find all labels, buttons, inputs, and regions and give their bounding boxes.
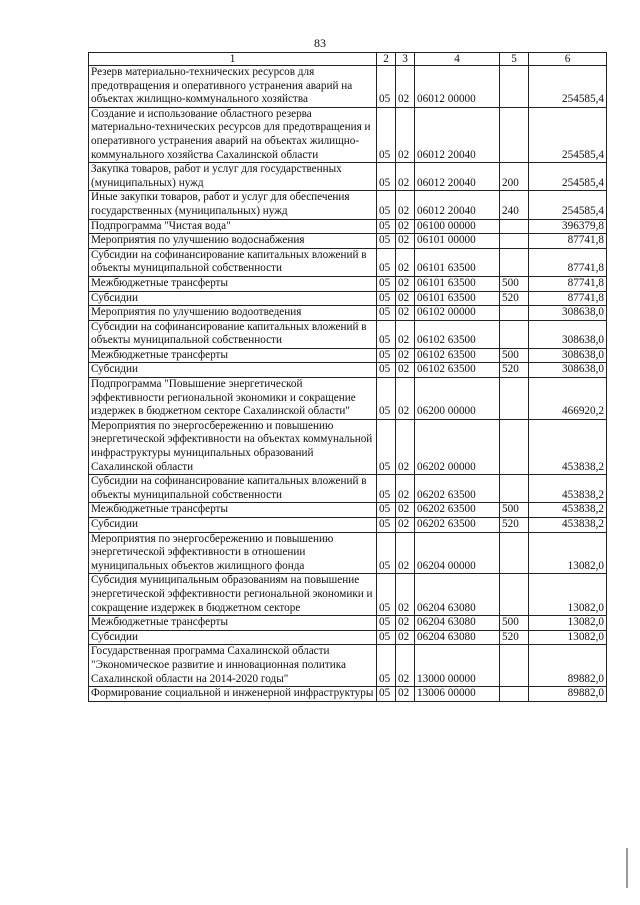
row-name: Резерв материально-технических ресурсов для предотвращения и оперативного устранения аварий на объектах жилищно-коммунального хозяйства bbox=[89, 66, 377, 108]
row-target-code: 06202 00000 bbox=[415, 419, 500, 474]
table-row bbox=[89, 191, 607, 219]
row-subsection: 02 bbox=[396, 475, 415, 503]
row-section: 05 bbox=[377, 687, 396, 702]
header-amount: 6 bbox=[529, 53, 607, 66]
row-amount: 308638,0 bbox=[529, 348, 607, 363]
row-section: 05 bbox=[377, 291, 396, 306]
row-subsection: 02 bbox=[396, 630, 415, 645]
row-section: 05 bbox=[377, 363, 396, 378]
row-expense-type bbox=[500, 306, 529, 321]
row-subsection: 02 bbox=[396, 363, 415, 378]
row-amount: 396379,8 bbox=[529, 219, 607, 234]
row-target-code: 06101 00000 bbox=[415, 234, 500, 249]
row-expense-type bbox=[500, 574, 529, 616]
row-target-code: 06100 00000 bbox=[415, 219, 500, 234]
row-expense-type: 520 bbox=[500, 518, 529, 533]
row-expense-type bbox=[500, 419, 529, 474]
row-section: 05 bbox=[377, 306, 396, 321]
row-section: 05 bbox=[377, 503, 396, 518]
row-name: Создание и использование областного резерва материально-технических ресурсов для предотвращения и оперативного устранения аварий на объектах жилищно-коммунального хозяйства Сахалинской области bbox=[89, 107, 377, 162]
row-target-code: 06102 63500 bbox=[415, 348, 500, 363]
row-expense-type bbox=[500, 378, 529, 420]
budget-table bbox=[88, 52, 607, 702]
row-subsection: 02 bbox=[396, 320, 415, 348]
page-number: 83 bbox=[314, 36, 326, 50]
row-subsection: 02 bbox=[396, 219, 415, 234]
row-name: Субсидии bbox=[89, 630, 377, 645]
row-expense-type: 500 bbox=[500, 503, 529, 518]
row-amount: 453838,2 bbox=[529, 518, 607, 533]
table-row bbox=[89, 219, 607, 234]
row-expense-type bbox=[500, 248, 529, 276]
table-row bbox=[89, 248, 607, 276]
row-expense-type bbox=[500, 66, 529, 108]
row-name: Иные закупки товаров, работ и услуг для обеспечения государственных (муниципальных) нужд bbox=[89, 191, 377, 219]
row-amount: 254585,4 bbox=[529, 191, 607, 219]
row-amount: 254585,4 bbox=[529, 107, 607, 162]
row-section: 05 bbox=[377, 191, 396, 219]
row-name: Субсидия муниципальным образованиям на повышение энергетической эффективности региональной экономики и сокращение издержек в бюджетном секторе bbox=[89, 574, 377, 616]
row-amount: 254585,4 bbox=[529, 66, 607, 108]
row-subsection: 02 bbox=[396, 191, 415, 219]
table-row bbox=[89, 66, 607, 108]
row-name: Мероприятия по улучшению водоснабжения bbox=[89, 234, 377, 249]
table-row bbox=[89, 645, 607, 687]
row-section: 05 bbox=[377, 574, 396, 616]
row-target-code: 06204 63080 bbox=[415, 630, 500, 645]
row-target-code: 13000 00000 bbox=[415, 645, 500, 687]
table-row bbox=[89, 276, 607, 291]
row-amount: 13082,0 bbox=[529, 574, 607, 616]
row-amount: 87741,8 bbox=[529, 276, 607, 291]
row-amount: 466920,2 bbox=[529, 378, 607, 420]
row-section: 05 bbox=[377, 532, 396, 574]
table-row bbox=[89, 532, 607, 574]
row-section: 05 bbox=[377, 248, 396, 276]
row-name: Межбюджетные трансферты bbox=[89, 348, 377, 363]
row-amount: 453838,2 bbox=[529, 503, 607, 518]
table-row bbox=[89, 348, 607, 363]
row-amount: 89882,0 bbox=[529, 687, 607, 702]
table-row bbox=[89, 378, 607, 420]
row-amount: 89882,0 bbox=[529, 645, 607, 687]
row-subsection: 02 bbox=[396, 163, 415, 191]
row-expense-type bbox=[500, 219, 529, 234]
row-subsection: 02 bbox=[396, 66, 415, 108]
row-expense-type: 520 bbox=[500, 630, 529, 645]
row-name: Мероприятия по энергосбережению и повышению энергетической эффективности на объектах коммунальной инфраструктуры муниципальных образований Сахалинской области bbox=[89, 419, 377, 474]
row-amount: 308638,0 bbox=[529, 320, 607, 348]
row-target-code: 06012 00000 bbox=[415, 66, 500, 108]
row-section: 05 bbox=[377, 378, 396, 420]
row-section: 05 bbox=[377, 518, 396, 533]
table-row bbox=[89, 163, 607, 191]
row-name: Подпрограмма "Повышение энергетической эффективности региональной экономики и сокращение издержек в бюджетном секторе Сахалинской области" bbox=[89, 378, 377, 420]
scan-edge-mark bbox=[626, 848, 628, 888]
row-section: 05 bbox=[377, 616, 396, 631]
row-subsection: 02 bbox=[396, 419, 415, 474]
row-subsection: 02 bbox=[396, 532, 415, 574]
row-section: 05 bbox=[377, 276, 396, 291]
table-row bbox=[89, 616, 607, 631]
row-name: Закупка товаров, работ и услуг для государственных (муниципальных) нужд bbox=[89, 163, 377, 191]
row-subsection: 02 bbox=[396, 574, 415, 616]
table-row bbox=[89, 687, 607, 702]
row-expense-type bbox=[500, 475, 529, 503]
row-section: 05 bbox=[377, 645, 396, 687]
table-header-row bbox=[89, 53, 607, 66]
row-subsection: 02 bbox=[396, 687, 415, 702]
table-row bbox=[89, 107, 607, 162]
row-name: Субсидии на софинансирование капитальных вложений в объекты муниципальной собственности bbox=[89, 475, 377, 503]
row-subsection: 02 bbox=[396, 503, 415, 518]
row-expense-type: 200 bbox=[500, 163, 529, 191]
row-amount: 453838,2 bbox=[529, 419, 607, 474]
row-expense-type bbox=[500, 532, 529, 574]
row-expense-type bbox=[500, 687, 529, 702]
header-section: 2 bbox=[377, 53, 396, 66]
row-expense-type: 500 bbox=[500, 348, 529, 363]
row-name: Межбюджетные трансферты bbox=[89, 276, 377, 291]
table-row bbox=[89, 574, 607, 616]
row-name: Субсидии bbox=[89, 291, 377, 306]
row-target-code: 13006 00000 bbox=[415, 687, 500, 702]
row-expense-type bbox=[500, 107, 529, 162]
row-amount: 308638,0 bbox=[529, 363, 607, 378]
row-expense-type: 520 bbox=[500, 363, 529, 378]
row-target-code: 06102 63500 bbox=[415, 320, 500, 348]
row-subsection: 02 bbox=[396, 348, 415, 363]
row-target-code: 06202 63500 bbox=[415, 503, 500, 518]
header-expense-type: 5 bbox=[500, 53, 529, 66]
row-target-code: 06012 20040 bbox=[415, 163, 500, 191]
row-name: Государственная программа Сахалинской области "Экономическое развитие и инновационная политика Сахалинской области на 2014-2020 годы" bbox=[89, 645, 377, 687]
row-subsection: 02 bbox=[396, 645, 415, 687]
table-row bbox=[89, 419, 607, 474]
row-section: 05 bbox=[377, 219, 396, 234]
row-section: 05 bbox=[377, 107, 396, 162]
row-expense-type: 500 bbox=[500, 276, 529, 291]
row-expense-type: 240 bbox=[500, 191, 529, 219]
header-name: 1 bbox=[89, 53, 377, 66]
row-subsection: 02 bbox=[396, 276, 415, 291]
row-target-code: 06204 00000 bbox=[415, 532, 500, 574]
row-target-code: 06101 63500 bbox=[415, 276, 500, 291]
row-subsection: 02 bbox=[396, 291, 415, 306]
row-amount: 13082,0 bbox=[529, 532, 607, 574]
header-subsection: 3 bbox=[396, 53, 415, 66]
row-subsection: 02 bbox=[396, 378, 415, 420]
row-section: 05 bbox=[377, 320, 396, 348]
row-name: Субсидии bbox=[89, 363, 377, 378]
table-row bbox=[89, 630, 607, 645]
row-target-code: 06102 63500 bbox=[415, 363, 500, 378]
row-amount: 87741,8 bbox=[529, 248, 607, 276]
row-amount: 87741,8 bbox=[529, 291, 607, 306]
row-target-code: 06202 63500 bbox=[415, 518, 500, 533]
row-target-code: 06101 63500 bbox=[415, 291, 500, 306]
table-row bbox=[89, 306, 607, 321]
row-name: Мероприятия по улучшению водоотведения bbox=[89, 306, 377, 321]
row-section: 05 bbox=[377, 419, 396, 474]
row-name: Межбюджетные трансферты bbox=[89, 616, 377, 631]
row-expense-type bbox=[500, 645, 529, 687]
row-amount: 308638,0 bbox=[529, 306, 607, 321]
row-name: Мероприятия по энергосбережению и повышению энергетической эффективности в отношении муниципальных объектов жилищного фонда bbox=[89, 532, 377, 574]
row-amount: 87741,8 bbox=[529, 234, 607, 249]
row-name: Субсидии на софинансирование капитальных вложений в объекты муниципальной собственности bbox=[89, 248, 377, 276]
row-section: 05 bbox=[377, 475, 396, 503]
row-name: Подпрограмма "Чистая вода" bbox=[89, 219, 377, 234]
row-name: Субсидии bbox=[89, 518, 377, 533]
row-target-code: 06012 20040 bbox=[415, 191, 500, 219]
row-name: Формирование социальной и инженерной инфраструктуры bbox=[89, 687, 377, 702]
row-amount: 13082,0 bbox=[529, 616, 607, 631]
table-row bbox=[89, 503, 607, 518]
row-expense-type bbox=[500, 320, 529, 348]
table-row bbox=[89, 291, 607, 306]
row-name: Межбюджетные трансферты bbox=[89, 503, 377, 518]
table-row bbox=[89, 363, 607, 378]
header-target-code: 4 bbox=[415, 53, 500, 66]
row-amount: 453838,2 bbox=[529, 475, 607, 503]
row-section: 05 bbox=[377, 348, 396, 363]
row-subsection: 02 bbox=[396, 306, 415, 321]
row-target-code: 06204 63080 bbox=[415, 616, 500, 631]
row-subsection: 02 bbox=[396, 107, 415, 162]
row-target-code: 06102 00000 bbox=[415, 306, 500, 321]
row-target-code: 06202 63500 bbox=[415, 475, 500, 503]
row-target-code: 06204 63080 bbox=[415, 574, 500, 616]
row-expense-type bbox=[500, 234, 529, 249]
row-subsection: 02 bbox=[396, 616, 415, 631]
row-section: 05 bbox=[377, 234, 396, 249]
row-subsection: 02 bbox=[396, 248, 415, 276]
row-section: 05 bbox=[377, 66, 396, 108]
table-row bbox=[89, 234, 607, 249]
row-section: 05 bbox=[377, 163, 396, 191]
table-row bbox=[89, 518, 607, 533]
row-subsection: 02 bbox=[396, 518, 415, 533]
row-target-code: 06012 20040 bbox=[415, 107, 500, 162]
row-section: 05 bbox=[377, 630, 396, 645]
row-name: Субсидии на софинансирование капитальных вложений в объекты муниципальной собственности bbox=[89, 320, 377, 348]
table-row bbox=[89, 475, 607, 503]
row-target-code: 06101 63500 bbox=[415, 248, 500, 276]
row-expense-type: 520 bbox=[500, 291, 529, 306]
table-row bbox=[89, 320, 607, 348]
row-amount: 254585,4 bbox=[529, 163, 607, 191]
row-target-code: 06200 00000 bbox=[415, 378, 500, 420]
row-amount: 13082,0 bbox=[529, 630, 607, 645]
row-subsection: 02 bbox=[396, 234, 415, 249]
row-expense-type: 500 bbox=[500, 616, 529, 631]
